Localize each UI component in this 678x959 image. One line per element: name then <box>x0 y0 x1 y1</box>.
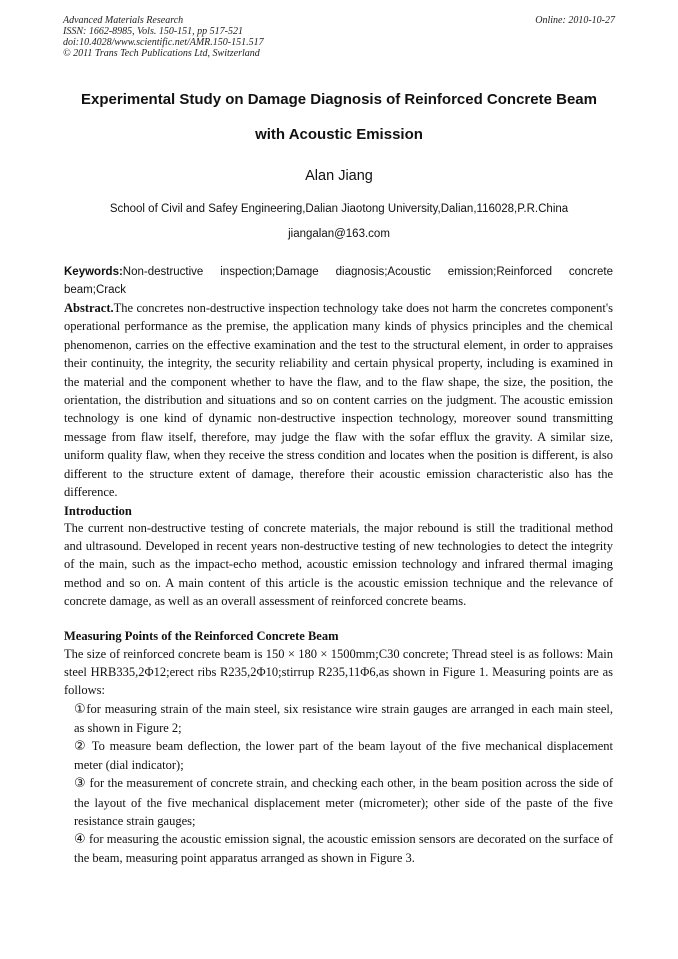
list-item <box>64 700 613 737</box>
item-number: ② <box>74 739 88 755</box>
issn-line: ISSN: 1662-8985, Vols. 150-151, pp 517-521 <box>63 26 243 37</box>
doi-line[interactable]: doi:10.4028/www.scientific.net/AMR.150-151.517 <box>63 37 264 48</box>
abstract-text: The concretes non-destructive inspection technology take does not harm the concretes component's operational performance as the premise, the application many kinds of physics principles and the chemical phenomenon, carries on the effective examination and the test to the structural element, in order to appraises their continuity, the integrity, the security reliability and certain physical property, including is examined in the material and the component whether to have the flaw, and to the flaw shape, the size, the position, the orientation, the distribution and situations and so on content carries on the judgment. The acoustic emission technology is one kind of dynamic non-destructive inspection technology, moreover sound transmitting message from flaw itself, therefore, may judge the flaw with the sofar efflux the gravity. A similar size, uniform quality flaw, when they receive the stress condition and locates when the position is different, is also different to the structure extent of damage, therefore their acoustic emission characteristic also has the difference. <box>64 301 613 500</box>
item-number: ③ <box>74 776 87 792</box>
journal-name: Advanced Materials Research <box>63 15 184 26</box>
introduction-heading: Introduction <box>64 504 132 518</box>
keywords-text: Non-destructive inspection;Damage diagnosis;Acoustic emission;Reinforced concrete beam;Crack <box>64 266 613 296</box>
journal-header <box>63 15 264 59</box>
measuring-points-heading: Measuring Points of the Reinforced Concrete Beam <box>64 629 339 643</box>
measuring-points-section <box>64 645 613 867</box>
paper-title-line-2: with Acoustic Emission <box>255 126 423 143</box>
abstract-label: Abstract. <box>64 301 114 315</box>
author-affiliation: School of Civil and Safey Engineering,Dalian Jiaotong University,Dalian,116028,P.R.China <box>109 203 569 215</box>
keywords-block <box>64 263 613 299</box>
item-text: for measuring strain of the main steel, six resistance wire strain gauges are arranged in each main steel, as shown in Figure 2; <box>74 701 614 735</box>
item-text: To measure beam deflection, the lower part of the beam layout of the five mechanical displacement meter (dial indicator); <box>74 739 613 773</box>
item-text: for the measurement of concrete strain, and checking each other, in the beam position across the side of the layout of the five mechanical displacement meter (micrometer); other side of the paste of the five resistance strain gauges; <box>74 776 613 828</box>
introduction-text: The current non-destructive testing of concrete materials, the major rebound is still the traditional method and ultrasound. Developed in recent years non-destructive testing of new technologies to detect the integrity of the main, such as the impact-echo method, acoustic emission technology and infrared thermal imaging method and so on. A main content of this article is the acoustic emission technique and the relevance of concrete damage, as well as an overall assessment of reinforced concrete beams. <box>64 521 613 608</box>
keywords-label: Keywords: <box>64 266 123 278</box>
list-item <box>64 830 613 867</box>
list-item <box>64 737 613 774</box>
item-text: for measuring the acoustic emission signal, the acoustic emission sensors are decorated on the surface of the beam, measuring point apparatus arranged as shown in Figure 3. <box>74 832 613 866</box>
copyright-line: © 2011 Trans Tech Publications Ltd, Switzerland <box>63 48 260 59</box>
item-number: ④ <box>74 832 86 848</box>
author-name: Alan Jiang <box>305 168 373 184</box>
abstract-block <box>64 299 613 501</box>
paper-title-line-1: Experimental Study on Damage Diagnosis of Reinforced Concrete Beam <box>81 91 597 108</box>
online-date: Online: 2010-10-27 <box>535 15 615 26</box>
measuring-points-intro: The size of reinforced concrete beam is 150 × 180 × 1500mm;C30 concrete; Thread steel is as follows: Main steel HRB335,2Φ12;erect ribs R235,2Φ10;stirrup R235,11Φ6,as shown in Figure 1. Measuring points are as follows: <box>64 647 613 698</box>
author-email[interactable]: jiangalan@163.com <box>288 228 390 240</box>
item-number: ① <box>74 701 87 717</box>
list-item <box>64 774 613 830</box>
